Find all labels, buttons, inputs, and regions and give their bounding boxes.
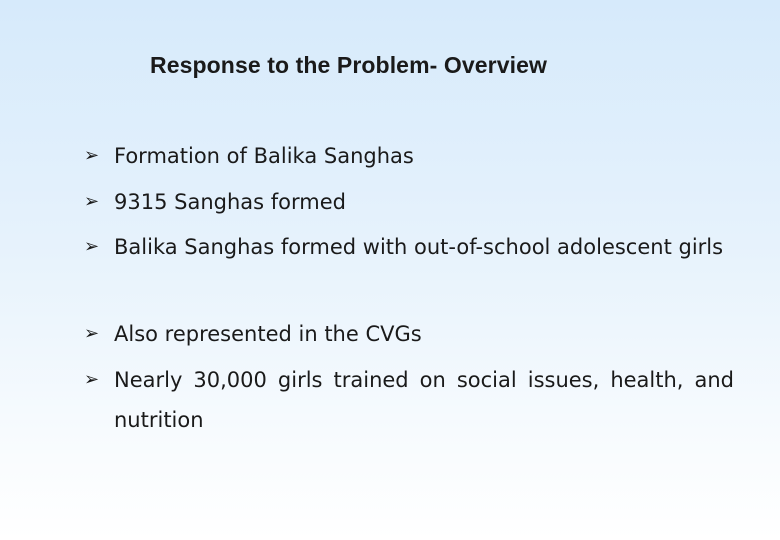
arrow-bullet-icon: ➢ — [84, 369, 100, 390]
arrow-bullet-icon: ➢ — [84, 191, 100, 212]
bullet-text: 9315 Sanghas formed — [114, 190, 346, 214]
bullet-item — [84, 182, 734, 222]
bullet-text: Also represented in the CVGs — [114, 322, 422, 346]
bullet-item — [84, 136, 734, 176]
bullet-text: Formation of Balika Sanghas — [114, 144, 414, 168]
bullet-item — [84, 227, 726, 267]
bullet-text: Balika Sanghas formed with out-of-school adolescent girls — [114, 235, 724, 259]
arrow-bullet-icon: ➢ — [84, 236, 100, 257]
bullet-item — [84, 360, 734, 440]
arrow-bullet-icon: ➢ — [84, 145, 100, 166]
arrow-bullet-icon: ➢ — [84, 323, 100, 344]
bullet-item — [84, 314, 734, 354]
bullet-text: Nearly 30,000 girls trained on social issues, health, and nutrition — [114, 368, 734, 432]
slide-title: Response to the Problem- Overview — [150, 52, 547, 78]
